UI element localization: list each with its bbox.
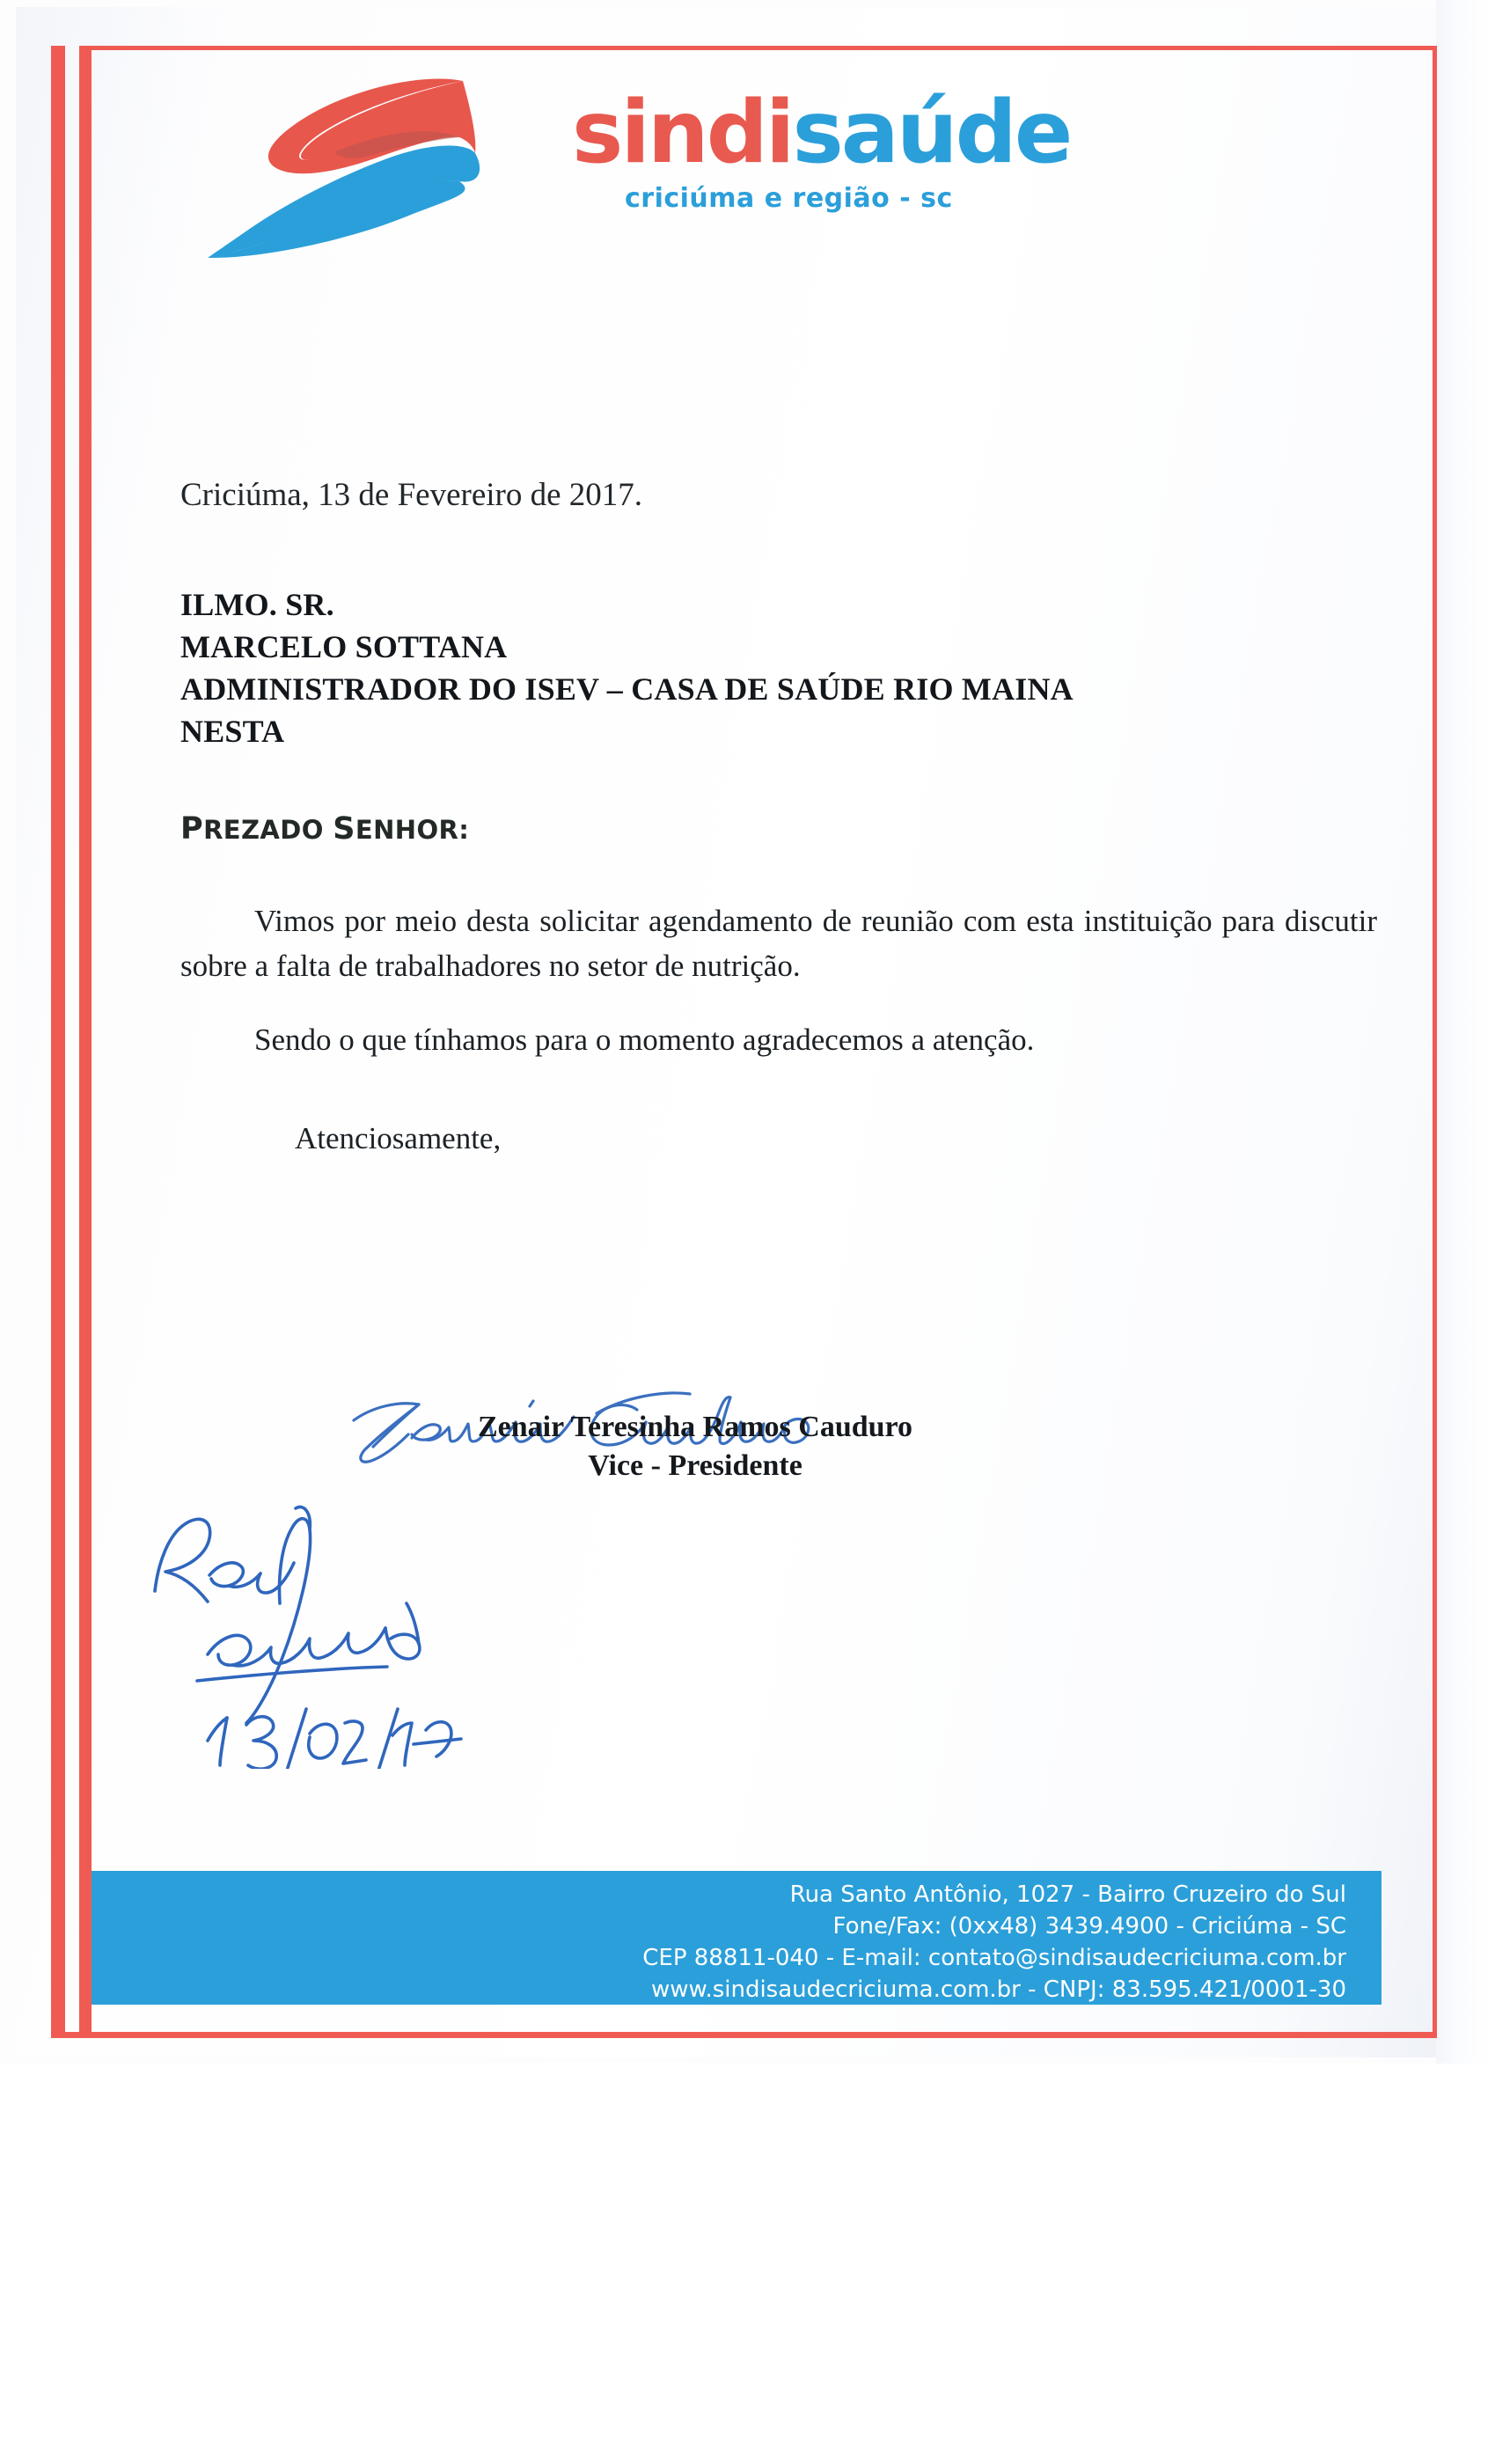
date-line: Criciúma, 13 de Fevereiro de 2017. bbox=[180, 477, 643, 513]
salutation-initial-s: S bbox=[333, 810, 355, 847]
addressee-line-3: ADMINISTRADOR DO ISEV – CASA DE SAÚDE RIO MAINA bbox=[180, 671, 1074, 707]
wordmark-saude: saúde bbox=[792, 83, 1071, 183]
addressee-line-1: ILMO. SR. bbox=[180, 587, 334, 623]
body-paragraph-2: Sendo o que tínhamos para o momento agradecemos a atenção. bbox=[254, 1023, 1035, 1058]
paper-right-margin bbox=[1436, 0, 1495, 2064]
signer-printed-name: Zenair Teresinha Ramos Cauduro bbox=[477, 1411, 913, 1443]
footer-phone-line: Fone/Fax: (0xx48) 3439.4900 - Criciúma - SC bbox=[832, 1912, 1346, 1940]
signature-block bbox=[290, 1408, 1100, 1485]
border-right-rule bbox=[1433, 46, 1437, 2036]
salutation bbox=[180, 811, 1377, 847]
footer-address-line: Rua Santo Antônio, 1027 - Bairro Cruzeiro do Sul bbox=[789, 1881, 1346, 1908]
closing-line: Atenciosamente, bbox=[295, 1121, 502, 1155]
addressee-line-4: NESTA bbox=[180, 713, 285, 749]
salutation-word-senhor: ENHOR: bbox=[355, 814, 470, 845]
salutation-initial-p: P bbox=[180, 810, 204, 847]
letter-content bbox=[180, 475, 1377, 1156]
wordmark-sindi: sindi bbox=[572, 83, 793, 183]
addressee-block bbox=[180, 584, 1377, 753]
border-left-inner-bar bbox=[79, 46, 92, 2036]
wordmark-text bbox=[572, 83, 1179, 183]
signer-title: Vice - Presidente bbox=[588, 1449, 802, 1483]
footer-contact-band bbox=[92, 1871, 1381, 2005]
body-paragraph-1: Vimos por meio desta solicitar agendamento de reunião com esta instituição para discutir sobre a falta de trabalhadores no setor de nutrição. bbox=[180, 903, 1377, 983]
salutation-word-prezado: REZADO bbox=[203, 814, 333, 845]
received-ink-icon bbox=[123, 1487, 493, 1769]
footer-email-line: CEP 88811-040 - E-mail: contato@sindisaudecriciuma.com.br bbox=[642, 1944, 1346, 1971]
logo-tagline: criciúma e região - sc bbox=[625, 183, 953, 214]
logo-wordmark bbox=[572, 83, 1179, 214]
border-bottom-rule bbox=[51, 2032, 1437, 2038]
border-left-outer-bar bbox=[51, 46, 65, 2036]
addressee-line-2: MARCELO SOTTANA bbox=[180, 629, 508, 665]
sindisaude-swoosh-icon bbox=[202, 70, 554, 260]
border-top-rule bbox=[79, 46, 1437, 50]
letterhead-logo bbox=[202, 70, 1188, 264]
footer-website-line: www.sindisaudecriciuma.com.br - CNPJ: 83.595.421/0001-30 bbox=[651, 1976, 1346, 2003]
received-handwritten-note bbox=[123, 1487, 493, 1769]
